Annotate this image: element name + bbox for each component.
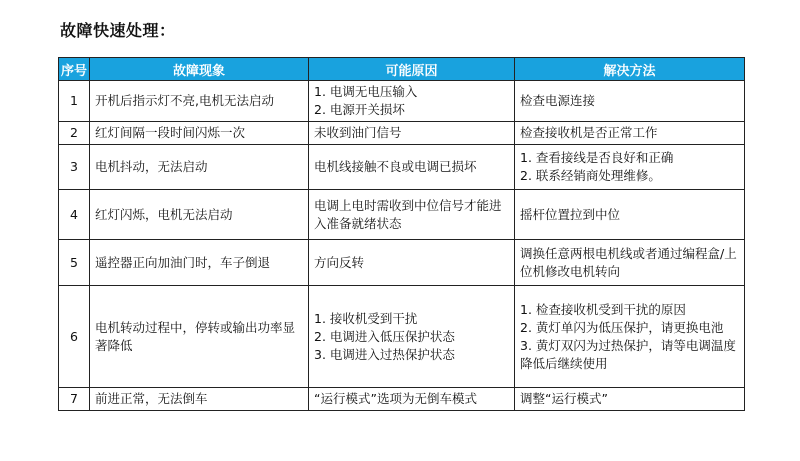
symptom-cell: 红灯闪烁，电机无法启动: [90, 190, 309, 240]
cause-line: 方向反转: [314, 254, 365, 270]
table-row: [59, 122, 745, 145]
cause-line: 2. 电调进入低压保护状态: [314, 328, 455, 344]
table-row: [59, 388, 745, 411]
symptom-cell: 红灯间隔一段时间闪烁一次: [90, 122, 309, 145]
cause-line: 未收到油门信号: [314, 125, 402, 140]
solution-line: 摇杆位置拉到中位: [520, 206, 621, 222]
table-row: [59, 286, 745, 388]
solution-cell: [515, 145, 745, 190]
cause-line: 2. 电源开关损坏: [314, 102, 405, 117]
table-row: [59, 145, 745, 190]
solution-line: 1. 查看接线是否良好和正确: [520, 150, 674, 165]
header-no: 序号: [59, 58, 90, 81]
solution-cell: [515, 286, 745, 388]
row-number: 1: [59, 81, 90, 122]
table-row: [59, 81, 745, 122]
solution-line: 检查接收机是否正常工作: [520, 125, 658, 140]
symptom-cell: 前进正常，无法倒车: [90, 388, 309, 411]
table-header-row: [59, 58, 745, 81]
row-number: 4: [59, 190, 90, 240]
table-row: [59, 190, 745, 240]
symptom-cell: 电机抖动，无法启动: [90, 145, 309, 190]
header-cause: 可能原因: [309, 58, 515, 81]
solution-line: 2. 黄灯单闪为低压保护，请更换电池: [520, 319, 724, 335]
cause-cell: [309, 145, 515, 190]
symptom-cell: 开机后指示灯不亮,电机无法启动: [90, 81, 309, 122]
header-symptom: 故障现象: [90, 58, 309, 81]
row-number: 3: [59, 145, 90, 190]
row-number: 6: [59, 286, 90, 388]
solution-cell: [515, 81, 745, 122]
solution-line: 检查电源连接: [520, 93, 596, 108]
header-solution: 解决方法: [515, 58, 745, 81]
cause-line: 3. 电调进入过热保护状态: [314, 346, 455, 362]
table-row: [59, 240, 745, 286]
cause-cell: [309, 388, 515, 411]
cause-cell: 电调上电时需收到中位信号才能进入准备就绪状态: [309, 190, 515, 240]
cause-cell: [309, 240, 515, 286]
symptom-cell: 电机转动过程中，停转或输出功率显著降低: [90, 286, 309, 388]
solution-cell: [515, 388, 745, 411]
solution-cell: [515, 190, 745, 240]
row-number: 5: [59, 240, 90, 286]
solution-line: 2. 联系经销商处理维修。: [520, 168, 661, 183]
solution-cell: [515, 122, 745, 145]
solution-line: 1. 检查接收机受到干扰的原因: [520, 301, 686, 317]
cause-line: 1. 接收机受到干扰: [314, 310, 418, 326]
cause-cell: [309, 81, 515, 122]
cause-line: 电机线接触不良或电调已损坏: [314, 159, 477, 174]
page-title: 故障快速处理：: [60, 21, 176, 40]
cause-line: “运行模式”选项为无倒车模式: [314, 391, 477, 406]
troubleshooting-table: [58, 57, 745, 411]
symptom-cell: 遥控器正向加油门时，车子倒退: [90, 240, 309, 286]
solution-line: 调整“运行模式”: [520, 391, 608, 406]
row-number: 7: [59, 388, 90, 411]
cause-line: 1. 电调无电压输入: [314, 84, 418, 99]
solution-cell: 调换任意两根电机线或者通过编程盒/上位机修改电机转向: [515, 240, 745, 286]
cause-cell: [309, 122, 515, 145]
cause-cell: [309, 286, 515, 388]
solution-line: 3. 黄灯双闪为过热保护，请等电调温度降低后继续使用: [520, 337, 736, 371]
row-number: 2: [59, 122, 90, 145]
